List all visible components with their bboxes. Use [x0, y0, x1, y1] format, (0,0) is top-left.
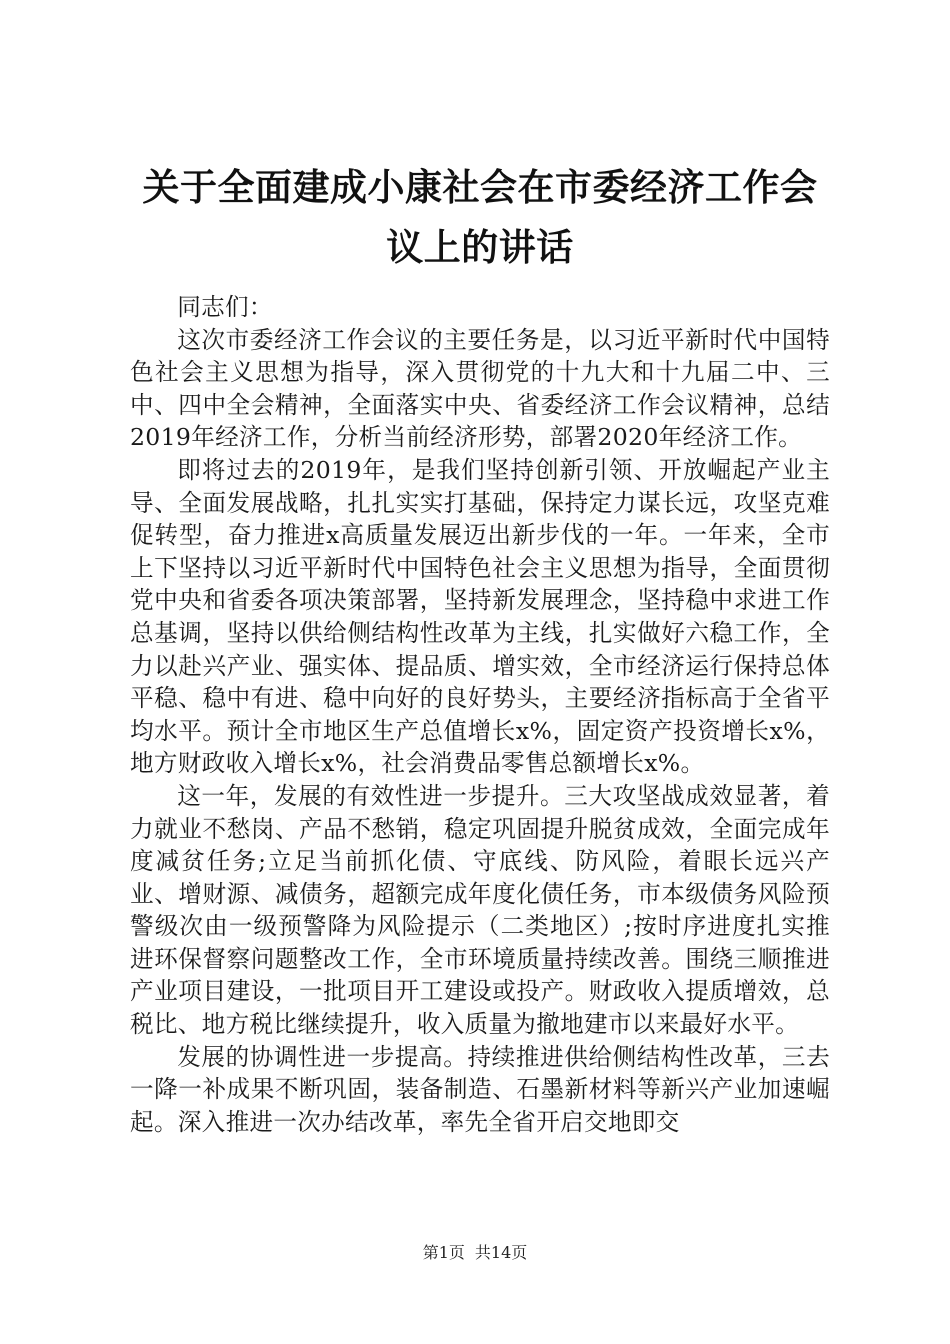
document-title: 关于全面建成小康社会在市委经济工作会议上的讲话 [142, 166, 818, 269]
salutation: 同志们： [177, 293, 273, 321]
total-pages: 共14页 [474, 1243, 528, 1262]
paragraph-2: 即将过去的2019年，是我们坚持创新引领、开放崛起产业主导、全面发展战略，扎扎实实打基础，保持定力谋长远，攻坚克难促转型，奋力推进x高质量发展迈出新步伐的一年。一年来，全市上下坚持以习近平新时代中国特色社会主义思想为指导，全面贯彻党中央和省委各项决策部署，坚持新发展理念，坚持稳中求进工作总基调，坚持以供给侧结构性改革为主线，扎实做好六稳工作，全力以赴兴产业、强实体、提品质、增实效，全市经济运行保持总体平稳、稳中有进、稳中向好的良好势头，主要经济指标高于全省平均水平。预计全市地区生产总值增长x%，固定资产投资增长x%，地方财政收入增长x%，社会消费品零售总额增长x%。 [130, 455, 830, 778]
document-page [130, 0, 830, 1344]
paragraph-3: 这一年，发展的有效性进一步提升。三大攻坚战成效显著，着力就业不愁岗、产品不愁销，稳定巩固提升脱贫成效，全面完成年度减贫任务;立足当前抓化债、守底线、防风险，着眼长远兴产业、增财源、减债务，超额完成年度化债任务，市本级债务风险预警级次由一级预警降为风险提示（二类地区）;按时序进度扎实推进环保督察问题整改工作，全市环境质量持续改善。围绕三顺推进产业项目建设，一批项目开工建设或投产。财政收入提质增效，总税比、地方税比继续提升，收入质量为撤地建市以来最好水平。 [130, 781, 830, 1039]
page-footer [0, 1241, 950, 1265]
paragraph-1: 这次市委经济工作会议的主要任务是，以习近平新时代中国特色社会主义思想为指导，深入贯彻党的十九大和十九届二中、三中、四中全会精神，全面落实中央、省委经济工作会议精神，总结2019年经济工作，分析当前经济形势，部署2020年经济工作。 [130, 325, 830, 452]
page-number: 第1页 [422, 1243, 465, 1262]
paragraph-4: 发展的协调性进一步提高。持续推进供给侧结构性改革，三去一降一补成果不断巩固，装备制造、石墨新材料等新兴产业加速崛起。深入推进一次办结改革，率先全省开启交地即交 [130, 1042, 830, 1136]
document-body [130, 291, 830, 1138]
